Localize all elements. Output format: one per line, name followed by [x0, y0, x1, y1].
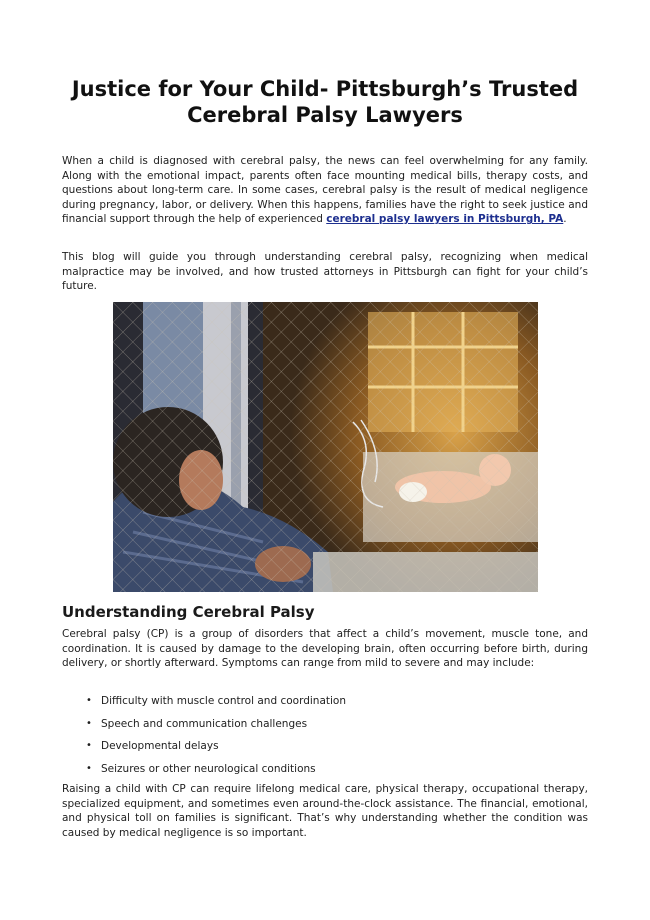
page-title: Justice for Your Child- Pittsburgh’s Trusted Cerebral Palsy Lawyers [71, 77, 579, 127]
bullet-icon: • [86, 740, 92, 751]
closing-paragraph: Raising a child with CP can require lifelong medical care, physical therapy, occupational therapy, specialized equipment, and sometimes even around-the-clock assistance. The financial, emotional, and physical toll on families is significant. That’s why understanding whether the condition was caused by medical negligence is so important. [62, 783, 588, 839]
list-item [86, 761, 566, 784]
list-item-text: Speech and communication challenges [101, 717, 308, 730]
intro-text-end: . [563, 213, 567, 226]
photo-illustration [113, 302, 538, 592]
list-item [86, 738, 566, 761]
cerebral-palsy-lawyers-link[interactable]: cerebral palsy lawyers in Pittsburgh, PA [326, 213, 564, 226]
intro-paragraph [62, 154, 588, 227]
child-and-newborn-photo [113, 302, 538, 592]
bullet-icon: • [86, 717, 92, 729]
bullet-icon: • [86, 695, 92, 706]
list-item-text: Difficulty with muscle control and coordination [101, 695, 346, 707]
bullet-icon: • [86, 762, 92, 774]
list-item-text: Seizures or other neurological conditions [101, 762, 316, 775]
list-item [86, 716, 566, 739]
section-heading: Understanding Cerebral Palsy [62, 603, 315, 621]
intro-text: When a child is diagnosed with cerebral palsy, the news can feel overwhelming for any family. Along with the emotional impact, parents often face mounting medical bills, therapy costs, and questions about long-term care. In some cases, cerebral palsy is the result of medical negligence during pregnancy, labor, or delivery. When this happens, families have the right to seek justice and financial support through the help of experienced [62, 155, 588, 226]
section-paragraph: Cerebral palsy (CP) is a group of disorders that affect a child’s movement, muscle tone, and coordination. It is caused by damage to the developing brain, often occurring before birth, during delivery, or shortly afterward. Symptoms can range from mild to severe and may include: [62, 628, 588, 670]
symptom-list [86, 693, 566, 783]
list-item-text: Developmental delays [101, 740, 219, 752]
list-item [86, 693, 566, 716]
guide-paragraph: This blog will guide you through understanding cerebral palsy, recognizing when medical malpractice may be involved, and how trusted attorneys in Pittsburgh can fight for your child’s future. [62, 251, 588, 293]
